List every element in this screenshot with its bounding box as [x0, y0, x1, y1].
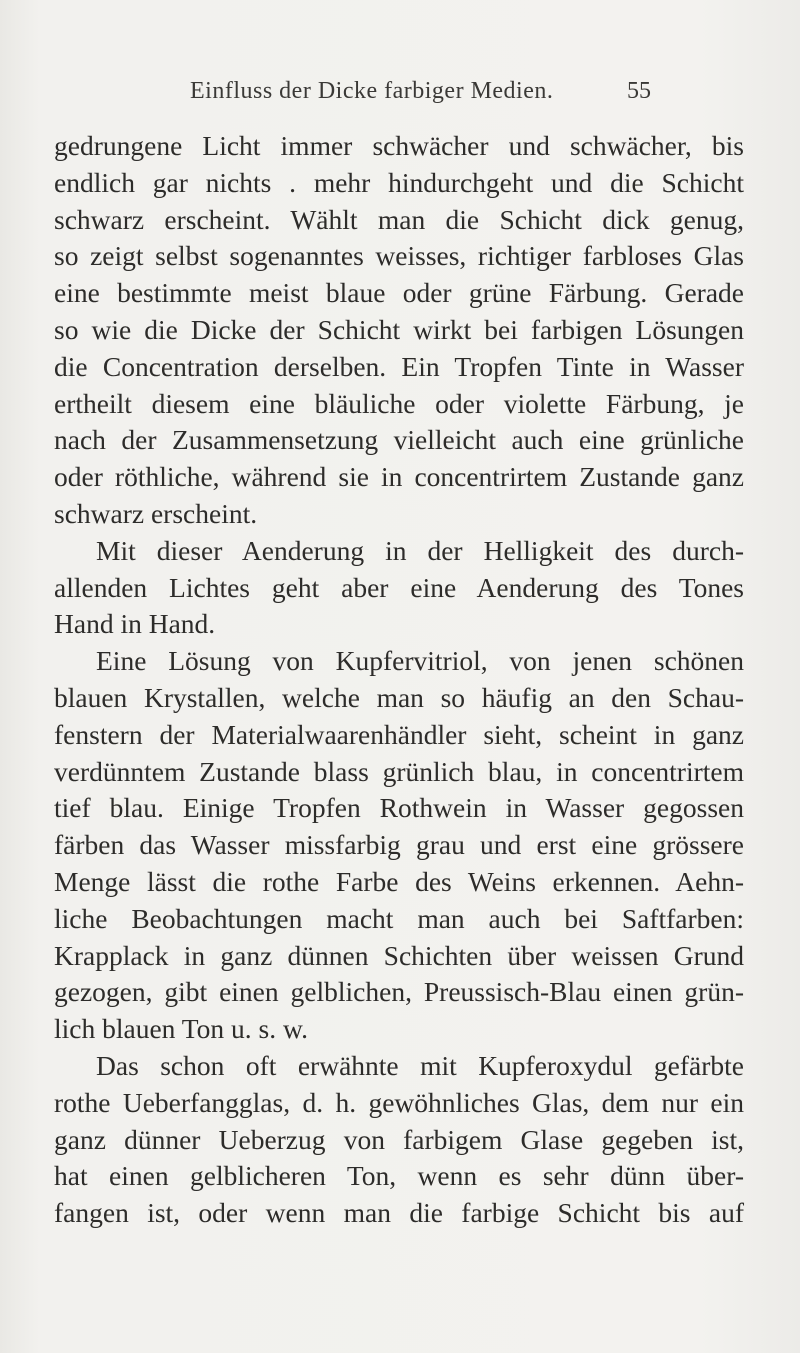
text-line: gedrungene Licht immer schwächer und schwächer, bis [54, 130, 744, 161]
text-line: ganz dünner Ueberzug von farbigem Glase gegeben ist, [54, 1123, 744, 1155]
text-line: allenden Lichtes geht aber eine Aenderung des Tones [54, 571, 744, 603]
text-line: schwarz erscheint. [54, 497, 258, 529]
text-line: so wie die Dicke der Schicht wirkt bei farbigen Lösungen [54, 313, 744, 345]
text-line: Menge lässt die rothe Farbe des Weins erkennen. Aehn- [54, 865, 744, 897]
text-line: ertheilt diesem eine bläuliche oder violette Färbung, je [54, 387, 744, 419]
text-line: endlich gar nichts . mehr hindurchgeht und die Schicht [54, 166, 744, 198]
text-line: blauen Krystallen, welche man so häufig an den Schau- [54, 681, 744, 713]
text-line: Eine Lösung von Kupfervitriol, von jenen schönen [96, 645, 744, 677]
running-title: Einfluss der Dicke farbiger Medien. [190, 78, 554, 104]
text-line: die Concentration derselben. Ein Tropfen Tinte in Wasser [54, 350, 744, 382]
text-line: Das schon oft erwähnte mit Kupferoxydul gefärbte [96, 1049, 744, 1081]
text-line: Mit dieser Aenderung in der Helligkeit des durch- [96, 534, 744, 566]
text-line: tief blau. Einige Tropfen Rothwein in Wasser gegossen [54, 792, 744, 824]
text-line: rothe Ueberfangglas, d. h. gewöhnliches Glas, dem nur ein [54, 1086, 744, 1118]
text-line: lich blauen Ton u. s. w. [54, 1013, 308, 1045]
text-line: fangen ist, oder wenn man die farbige Schicht bis auf [54, 1197, 744, 1229]
text-line: gezogen, gibt einen gelblichen, Preussisch-Blau einen grün- [54, 976, 744, 1008]
body-text [54, 128, 744, 1232]
page-header [0, 78, 800, 118]
text-line: oder röthliche, während sie in concentrirtem Zustande ganz [54, 461, 744, 493]
text-line: Hand in Hand. [54, 608, 216, 640]
text-line: so zeigt selbst sogenanntes weisses, richtiger farbloses Glas [54, 240, 744, 272]
text-line: fenstern der Materialwaarenhändler sieht, scheint in ganz [54, 718, 744, 750]
text-line: hat einen gelblicheren Ton, wenn es sehr dünn über- [54, 1160, 744, 1192]
text-line: schwarz erscheint. Wählt man die Schicht dick genug, [54, 203, 744, 235]
text-line: Krapplack in ganz dünnen Schichten über weissen Grund [54, 939, 744, 971]
text-line: färben das Wasser missfarbig grau und erst eine grössere [54, 829, 744, 861]
text-line: liche Beobachtungen macht man auch bei Saftfarben: [54, 902, 744, 934]
text-line: nach der Zusammensetzung vielleicht auch eine grünliche [54, 424, 744, 456]
text-line: eine bestimmte meist blaue oder grüne Färbung. Gerade [54, 277, 744, 309]
text-line: verdünntem Zustande blass grünlich blau, in concentrirtem [54, 755, 744, 787]
page-number: 55 [627, 78, 651, 104]
